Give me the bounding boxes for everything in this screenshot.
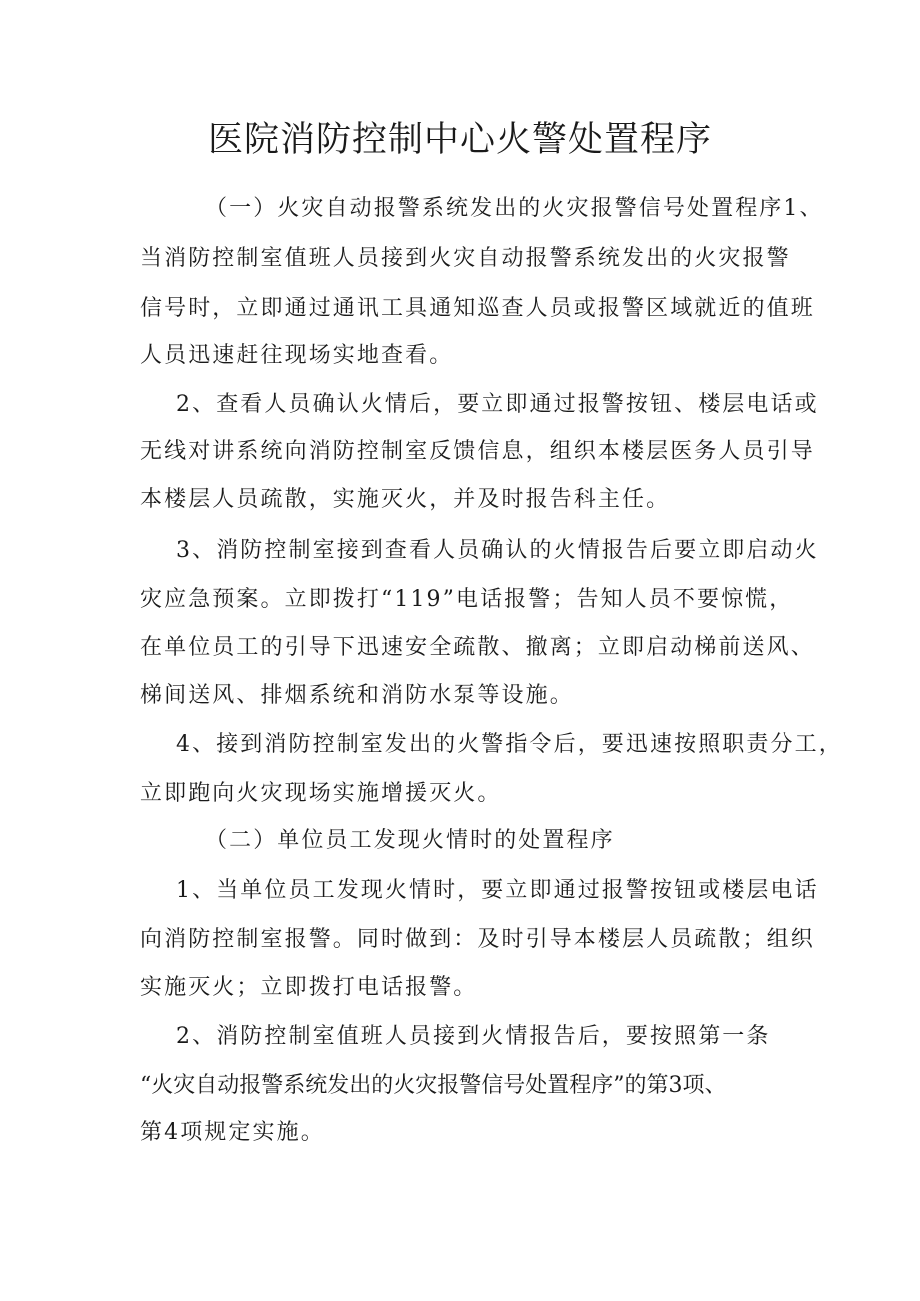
paragraph-line: 1、当单位员工发现火情时，要立即通过报警按钮或楼层电话	[176, 878, 819, 903]
paragraph-line: 3、消防控制室接到查看人员确认的火情报告后要立即启动火	[176, 538, 819, 563]
paragraph-line: 信号时，立即通过通讯工具通知巡查人员或报警区域就近的值班	[140, 296, 815, 321]
paragraph-line: 4、接到消防控制室发出的火警指令后，要迅速按照职责分工，	[176, 732, 843, 757]
paragraph-line: 立即跑向火灾现场实施增援灭火。	[140, 781, 502, 806]
paragraph-line: 2、消防控制室值班人员接到火情报告后，要按照第一条	[176, 1024, 771, 1049]
paragraph-line: 在单位员工的引导下迅速安全疏散、撤离；立即启动梯前送风、	[140, 635, 815, 660]
paragraph-line: 人员迅速赶往现场实地查看。	[140, 343, 454, 368]
paragraph-line: 实施灭火；立即拨打电话报警。	[140, 975, 478, 1000]
paragraph-line: 2、查看人员确认火情后，要立即通过报警按钮、楼层电话或	[176, 392, 819, 417]
section2-heading: （二）单位员工发现火情时的处置程序	[205, 828, 615, 853]
paragraph-line: 无线对讲系统向消防控制室反馈信息，组织本楼层医务人员引导	[140, 439, 815, 464]
page-title: 医院消防控制中心火警处置程序	[207, 120, 712, 160]
paragraph-line: “火灾自动报警系统发出的火灾报警信号处置程序”的第3项、	[140, 1073, 727, 1098]
section1-heading: （一）火灾自动报警系统发出的火灾报警信号处置程序1、	[205, 196, 824, 221]
paragraph-line: 第4项规定实施。	[140, 1120, 325, 1145]
paragraph-line: 灾应急预案。立即拨打“119”电话报警；告知人员不要惊慌，	[140, 587, 794, 612]
paragraph-line: 当消防控制室值班人员接到火灾自动报警系统发出的火灾报警	[140, 246, 791, 271]
paragraph-line: 向消防控制室报警。同时做到：及时引导本楼层人员疏散；组织	[140, 927, 815, 952]
paragraph-line: 本楼层人员疏散，实施灭火，并及时报告科主任。	[140, 487, 671, 512]
paragraph-line: 梯间送风、排烟系统和消防水泵等设施。	[140, 683, 574, 708]
